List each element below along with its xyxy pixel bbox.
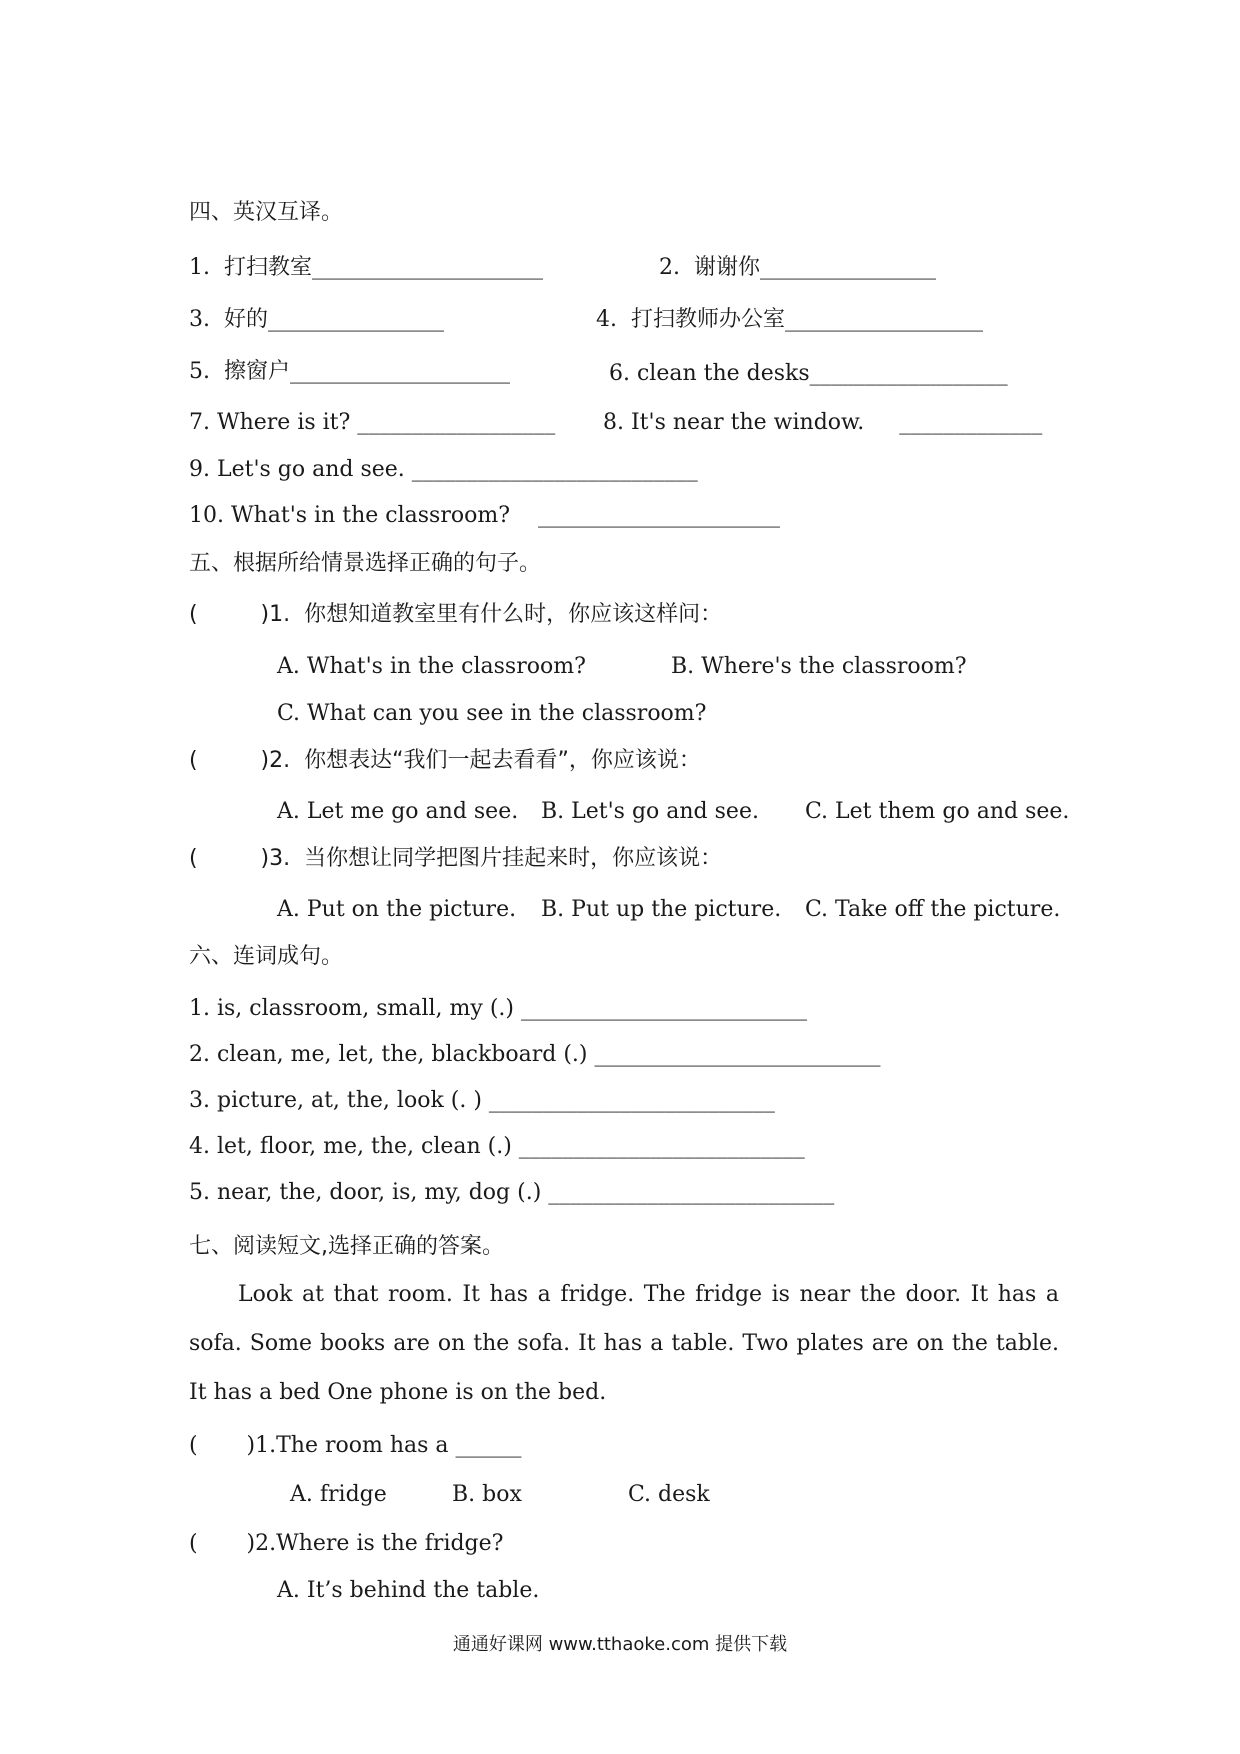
translation-item-3: 3. 好的________________ <box>189 307 444 332</box>
reading-q2-option-a: A. It’s behind the table. <box>277 1578 540 1603</box>
reading-q1-option-b: B. box <box>452 1482 522 1507</box>
sentence-item-4: 4. let, floor, me, the, clean (.) __________________________ <box>189 1134 805 1159</box>
section-5-title: 五、根据所给情景选择正确的句子。 <box>189 551 542 576</box>
section-6-title: 六、连词成句。 <box>189 944 344 969</box>
choice-q2-option-c: C. Let them go and see. <box>805 799 1070 824</box>
translation-item-7: 7. Where is it? __________________ <box>189 410 556 435</box>
section-7-title: 七、阅读短文,选择正确的答案。 <box>189 1234 504 1259</box>
choice-q1-option-c: C. What can you see in the classroom? <box>277 701 707 726</box>
sentence-item-5: 5. near, the, door, is, my, dog (.) __________________________ <box>189 1180 835 1205</box>
choice-question-3: ( )3. 当你想让同学把图片挂起来时，你应该说： <box>189 846 723 871</box>
choice-q2-option-b: B. Let's go and see. <box>541 799 759 824</box>
choice-question-1: ( )1. 你想知道教室里有什么时，你应该这样问： <box>189 602 723 627</box>
reading-q1-option-a: A. fridge <box>290 1482 387 1507</box>
translation-item-1: 1. 打扫教室_____________________ <box>189 255 543 280</box>
sentence-item-3: 3. picture, at, the, look (. ) __________________________ <box>189 1088 775 1113</box>
choice-q1-option-a: A. What's in the classroom? <box>277 654 586 679</box>
choice-q3-option-b: B. Put up the picture. <box>541 897 782 922</box>
page-footer: 通通好课网 www.tthaoke.com 提供下载 <box>452 1634 788 1655</box>
sentence-item-2: 2. clean, me, let, the, blackboard (.) __________________________ <box>189 1042 881 1067</box>
translation-item-4: 4. 打扫教师办公室__________________ <box>596 307 983 332</box>
choice-q3-option-a: A. Put on the picture. <box>277 897 517 922</box>
choice-q1-option-b: B. Where's the classroom? <box>671 654 967 679</box>
translation-item-6: 6. clean the desks__________________ <box>609 361 1008 386</box>
reading-passage: Look at that room. It has a fridge. The fridge is near the door. It has a sofa. Some books are on the sofa. It has a table. Two plates are on the table. It has a bed One phone is on the bed. <box>189 1282 1059 1405</box>
reading-question-2: ( )2.Where is the fridge? <box>189 1531 504 1556</box>
section-4-title: 四、英汉互译。 <box>189 200 344 225</box>
sentence-item-1: 1. is, classroom, small, my (.) __________________________ <box>189 996 807 1021</box>
translation-item-5: 5. 擦窗户____________________ <box>189 359 510 384</box>
translation-item-2: 2. 谢谢你________________ <box>659 255 936 280</box>
reading-question-1: ( )1.The room has a ______ <box>189 1433 522 1458</box>
choice-question-2: ( )2. 你想表达“我们一起去看看”，你应该说： <box>189 748 701 773</box>
translation-item-8: 8. It's near the window. _____________ <box>603 410 1043 435</box>
reading-q1-option-c: C. desk <box>628 1482 710 1507</box>
translation-item-9: 9. Let's go and see. __________________________ <box>189 457 698 482</box>
choice-q2-option-a: A. Let me go and see. <box>277 799 519 824</box>
choice-q3-option-c: C. Take off the picture. <box>805 897 1061 922</box>
translation-item-10: 10. What's in the classroom? ______________________ <box>189 503 780 528</box>
